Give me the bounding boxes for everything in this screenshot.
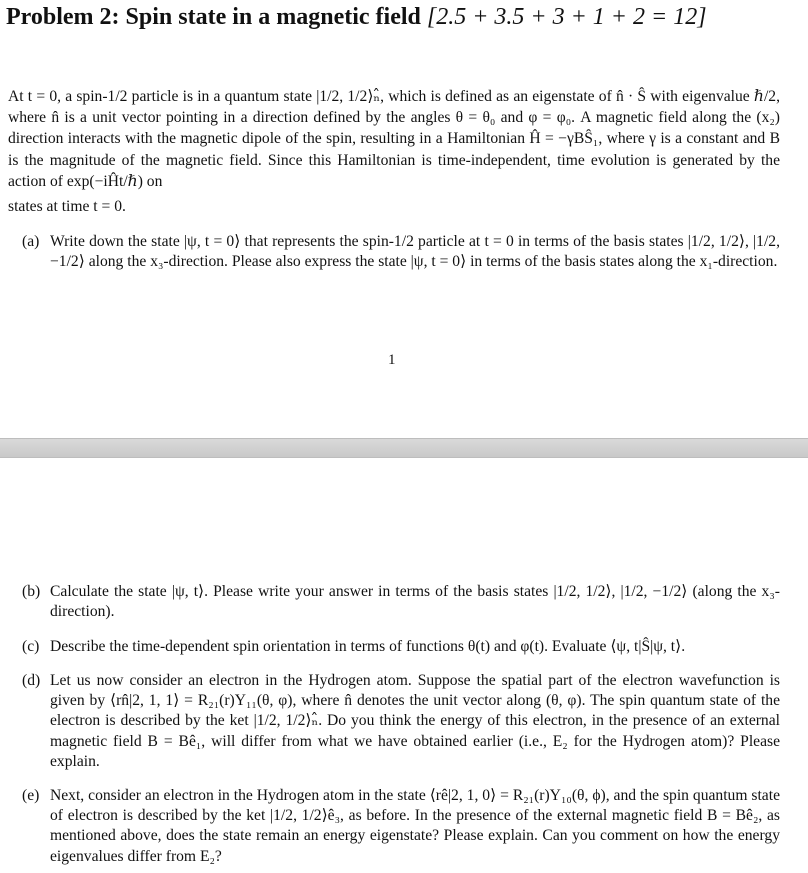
problem-title <box>6 4 796 31</box>
part-e-text: Next, consider an electron in the Hydrogen atom in the state ⟨rê|2, 1, 0⟩ = R₂₁(r)Y₁₀(θ, ϕ), and the spin quantum state of electron is described by the ket |1/2, 1/2⟩ê₃, as before. In the presence of the external magnetic field B = Bê₂, as mentioned above, does the state remain an energy eigenstate? Please explain. Can you comment on how the energy eigenvalues differ from E₂? <box>50 787 780 865</box>
part-b-label: (b) <box>22 583 41 600</box>
part-c <box>22 637 780 657</box>
part-e <box>22 786 780 867</box>
problem-intro <box>8 86 780 217</box>
page-number: 1 <box>388 352 396 368</box>
part-c-label: (c) <box>22 638 40 655</box>
intro-text: At t = 0, a spin-1/2 particle is in a quantum state |1/2, 1/2⟩ₙ̂, which is defined as an eigenstate of n̂ · Ŝ with eigenvalue ℏ/2, where n̂ is a unit vector pointing in a direction defined by the angles θ = θ₀ and φ = φ₀. A magnetic field along the (x₂) direction interacts with the magnetic dipole of the spin, resulting in a Hamiltonian Ĥ = −γBŜ₁, where γ is a constant and B is the magnitude of the magnetic field. Since this Hamiltonian is time-independent, time evolution is generated by the action of exp(−iĤt/ℏ) on <box>8 88 780 190</box>
problem-title-text: Problem 2: Spin state in a magnetic field <box>6 4 427 30</box>
part-a <box>22 232 780 272</box>
part-b-text: Calculate the state |ψ, t⟩. Please write your answer in terms of the basis states |1/2, 1/2⟩, |1/2, −1/2⟩ (along the x₃-direction). <box>50 583 780 621</box>
part-d <box>22 671 780 772</box>
part-a-text: Write down the state |ψ, t = 0⟩ that represents the spin-1/2 particle at t = 0 in terms of the basis states |1/2, 1/2⟩, |1/2, −1/2⟩ along the x₃-direction. Please also express the state |ψ, t = 0⟩ in terms of the basis states along the x₁-direction. <box>50 233 780 271</box>
part-d-label: (d) <box>22 672 41 689</box>
part-e-label: (e) <box>22 787 40 804</box>
part-b <box>22 582 780 622</box>
part-c-text: Describe the time-dependent spin orientation in terms of functions θ(t) and φ(t). Evaluate ⟨ψ, t|Ŝ|ψ, t⟩. <box>50 638 686 655</box>
intro-text-last: states at time t = 0. <box>8 198 126 216</box>
page-break-divider <box>0 438 808 458</box>
problem-points: [2.5 + 3.5 + 3 + 1 + 2 = 12] <box>426 4 707 30</box>
part-a-label: (a) <box>22 233 40 250</box>
part-d-text: Let us now consider an electron in the Hydrogen atom. Suppose the spatial part of the electron wavefunction is given by ⟨rn̂|2, 1, 1⟩ = R₂₁(r)Y₁₁(θ, φ), where n̂ denotes the unit vector along (θ, φ). The spin quantum state of the electron is described by the ket |1/2, 1/2⟩ₙ̂. Do you think the energy of this electron, in the presence of an external magnetic field B = Bê₁, will differ from what we have obtained earlier (i.e., E₂ for the Hydrogen atom)? Please explain. <box>50 672 780 770</box>
